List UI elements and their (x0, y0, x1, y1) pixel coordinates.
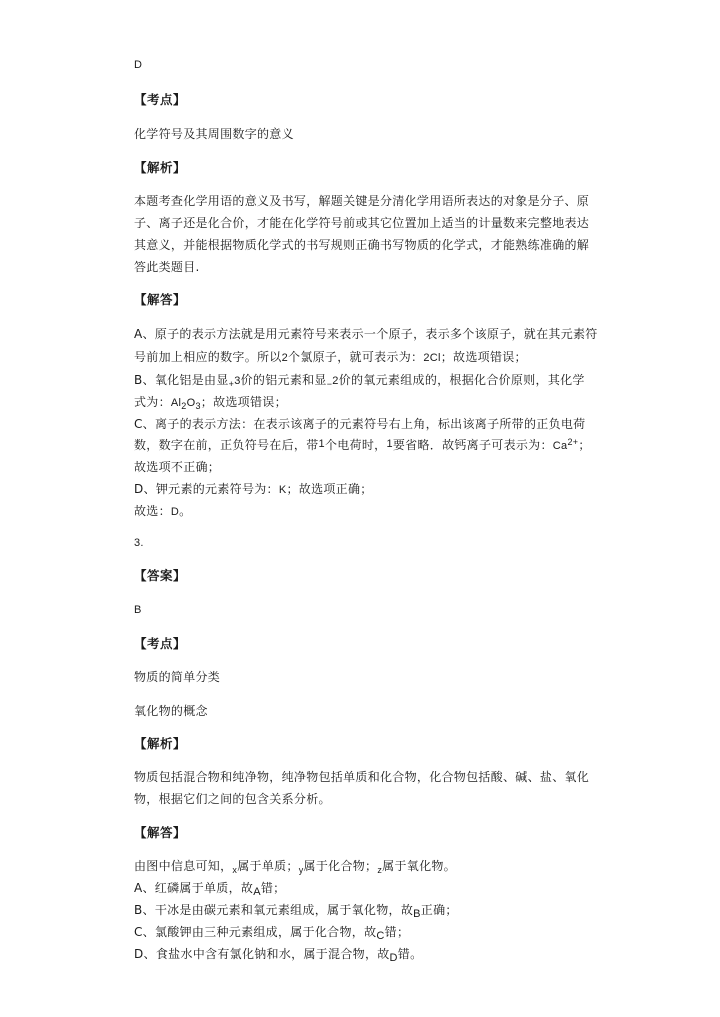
q3-intro-pre: 由图中信息可知， (134, 859, 233, 873)
q2-option-d-line (134, 482, 373, 497)
q2-option-c-line-2 (134, 438, 591, 453)
q3-a-letter: A (253, 886, 261, 898)
q2-b1-plus: + (228, 379, 235, 389)
q3-intro-x: x (232, 865, 238, 875)
q2-answer: D (134, 59, 143, 71)
q2-b1-post: 价的氧元素组成的，根据化合价原则，其化学 (338, 373, 585, 387)
q2-a2-pre: 号前加上相应的数字。所以 (134, 350, 282, 364)
q2-c2-ca: Ca (552, 440, 568, 452)
q2-d1-k: K (278, 484, 287, 496)
q2-c2-charge: 2+ (567, 437, 579, 447)
q2-b1-minus: − (326, 379, 333, 389)
q2-jiexi-line-1: 本题考查化学用语的意义及书写，解题关键是分清化学用语所表达的对象是分子、原 (134, 194, 590, 208)
q2-kaodian: 化学符号及其周围数字的意义 (134, 127, 294, 141)
q2-jiexi-line-4: 答此类题目. (134, 260, 200, 274)
q3-d-pre: D、食盐水中含有氯化钠和水，属于混合物，故 (134, 947, 390, 961)
q2-jiexi-line-2: 子、离子还是化合价，才能在化学符号前或其它位置加上适当的计量数来完整地表达 (134, 216, 590, 230)
q3-intro-line (134, 859, 456, 874)
q3-intro-y-text: 属于化合物； (303, 859, 378, 873)
q2-choose-val: D (170, 506, 180, 518)
q2-b1-three: 3 (234, 375, 241, 387)
q3-option-b (134, 903, 458, 918)
q3-b-letter: B (413, 908, 421, 920)
q3-jiexi-line-2: 物，根据它们之间的包含关系分析。 (134, 792, 331, 806)
q2-option-b-line-1 (134, 373, 585, 388)
q3-c-letter: C (376, 930, 385, 942)
q3-intro-y: y (298, 865, 304, 875)
q3-jiexi-line-1: 物质包括混合物和纯净物，纯净物包括单质和化合物，化合物包括酸、碱、盐、氧化 (134, 770, 590, 784)
q2-b2-o: O (186, 397, 196, 409)
q2-a1-text: A、原子的表示方法就是用元素符号来表示一个原子，表示多个该原子，就在其元素符 (134, 327, 598, 341)
q2-jieda-label: 【解答】 (134, 292, 187, 307)
q2-option-b-line-2 (134, 395, 287, 410)
q2-b2-al: Al (170, 397, 182, 409)
q2-choose-line (134, 504, 191, 519)
q2-option-a-line-2 (134, 350, 527, 365)
q3-answer-label: 【答案】 (134, 568, 187, 583)
q3-c-post: 错； (384, 925, 410, 939)
q2-kaodian-label: 【考点】 (134, 92, 187, 107)
q3-intro-x-text: 属于单质； (237, 859, 299, 873)
q2-a2-formula: 2Cl (423, 352, 441, 364)
q3-option-a (134, 881, 285, 896)
q2-d1-post: ；故选项正确； (286, 482, 373, 496)
q3-number: 3. (134, 537, 144, 549)
q3-option-d (134, 947, 422, 962)
q2-c2-one-b: 1 (386, 438, 393, 450)
q2-choose-end: 。 (179, 504, 192, 518)
q3-kaodian-2: 氧化物的概念 (134, 704, 208, 718)
q3-d-post: 错。 (397, 947, 423, 961)
q3-jiexi-label: 【解析】 (134, 736, 187, 751)
q3-answer: B (134, 604, 142, 616)
q2-jiexi-line-3: 其意义，并能根据物质化学式的书写规则正确书写物质的化学式，才能熟练准确的解 (134, 238, 590, 252)
q2-a2-num: 2 (281, 352, 289, 364)
q3-b-post: 正确； (420, 903, 458, 917)
q3-option-c (134, 925, 409, 940)
q2-b1-pre: B、氧化铝是由显 (134, 373, 229, 387)
q3-kaodian-label: 【考点】 (134, 636, 187, 651)
q3-a-post: 错； (260, 881, 286, 895)
q2-b1-mid: 价的铝元素和显 (240, 373, 327, 387)
q2-b2-sub2: 2 (181, 401, 187, 411)
q3-c-pre: C、氯酸钾由三种元素组成，属于化合物，故 (134, 925, 377, 939)
q2-b2-post: ；故选项错误； (200, 395, 287, 409)
q2-a2-post: ；故选项错误； (440, 350, 527, 364)
q3-kaodian-1: 物质的简单分类 (134, 670, 221, 684)
q2-c2-pre: 数，数字在前，正负符号在后，带 (134, 438, 319, 452)
q3-b-pre: B、干冰是由碳元素和氧元素组成，属于氧化物，故 (134, 903, 414, 917)
q2-option-c-line-3: 故选项不正确； (134, 460, 221, 474)
q2-c2-one-a: 1 (318, 438, 325, 450)
q2-b2-pre: 式为： (134, 395, 171, 409)
q2-a2-mid: 个氯原子，就可表示为： (288, 350, 424, 364)
q3-intro-z: z (377, 865, 383, 875)
q2-choose-pre: 故选： (134, 504, 171, 518)
q2-b2-sub3: 3 (195, 401, 201, 411)
q3-intro-z-text: 属于氧化物。 (382, 859, 456, 873)
q2-b1-two: 2 (332, 375, 339, 387)
q2-c2-post: 要省略．故钙离子可表示为： (392, 438, 553, 452)
q2-c2-mid: 个电荷时， (324, 438, 387, 452)
q2-c2-end: ； (578, 438, 591, 452)
q2-d1-pre: D、钾元素的元素符号为： (134, 482, 279, 496)
q3-d-letter: D (389, 952, 398, 964)
q2-jiexi-label: 【解析】 (134, 160, 187, 175)
q3-a-pre: A、红磷属于单质，故 (134, 881, 254, 895)
q2-option-c-line-1: C、离子的表示方法：在表示该离子的元素符号右上角，标出该离子所带的正负电荷 (134, 417, 586, 431)
q2-option-a-line-1 (134, 327, 598, 341)
q3-jieda-label: 【解答】 (134, 825, 187, 840)
